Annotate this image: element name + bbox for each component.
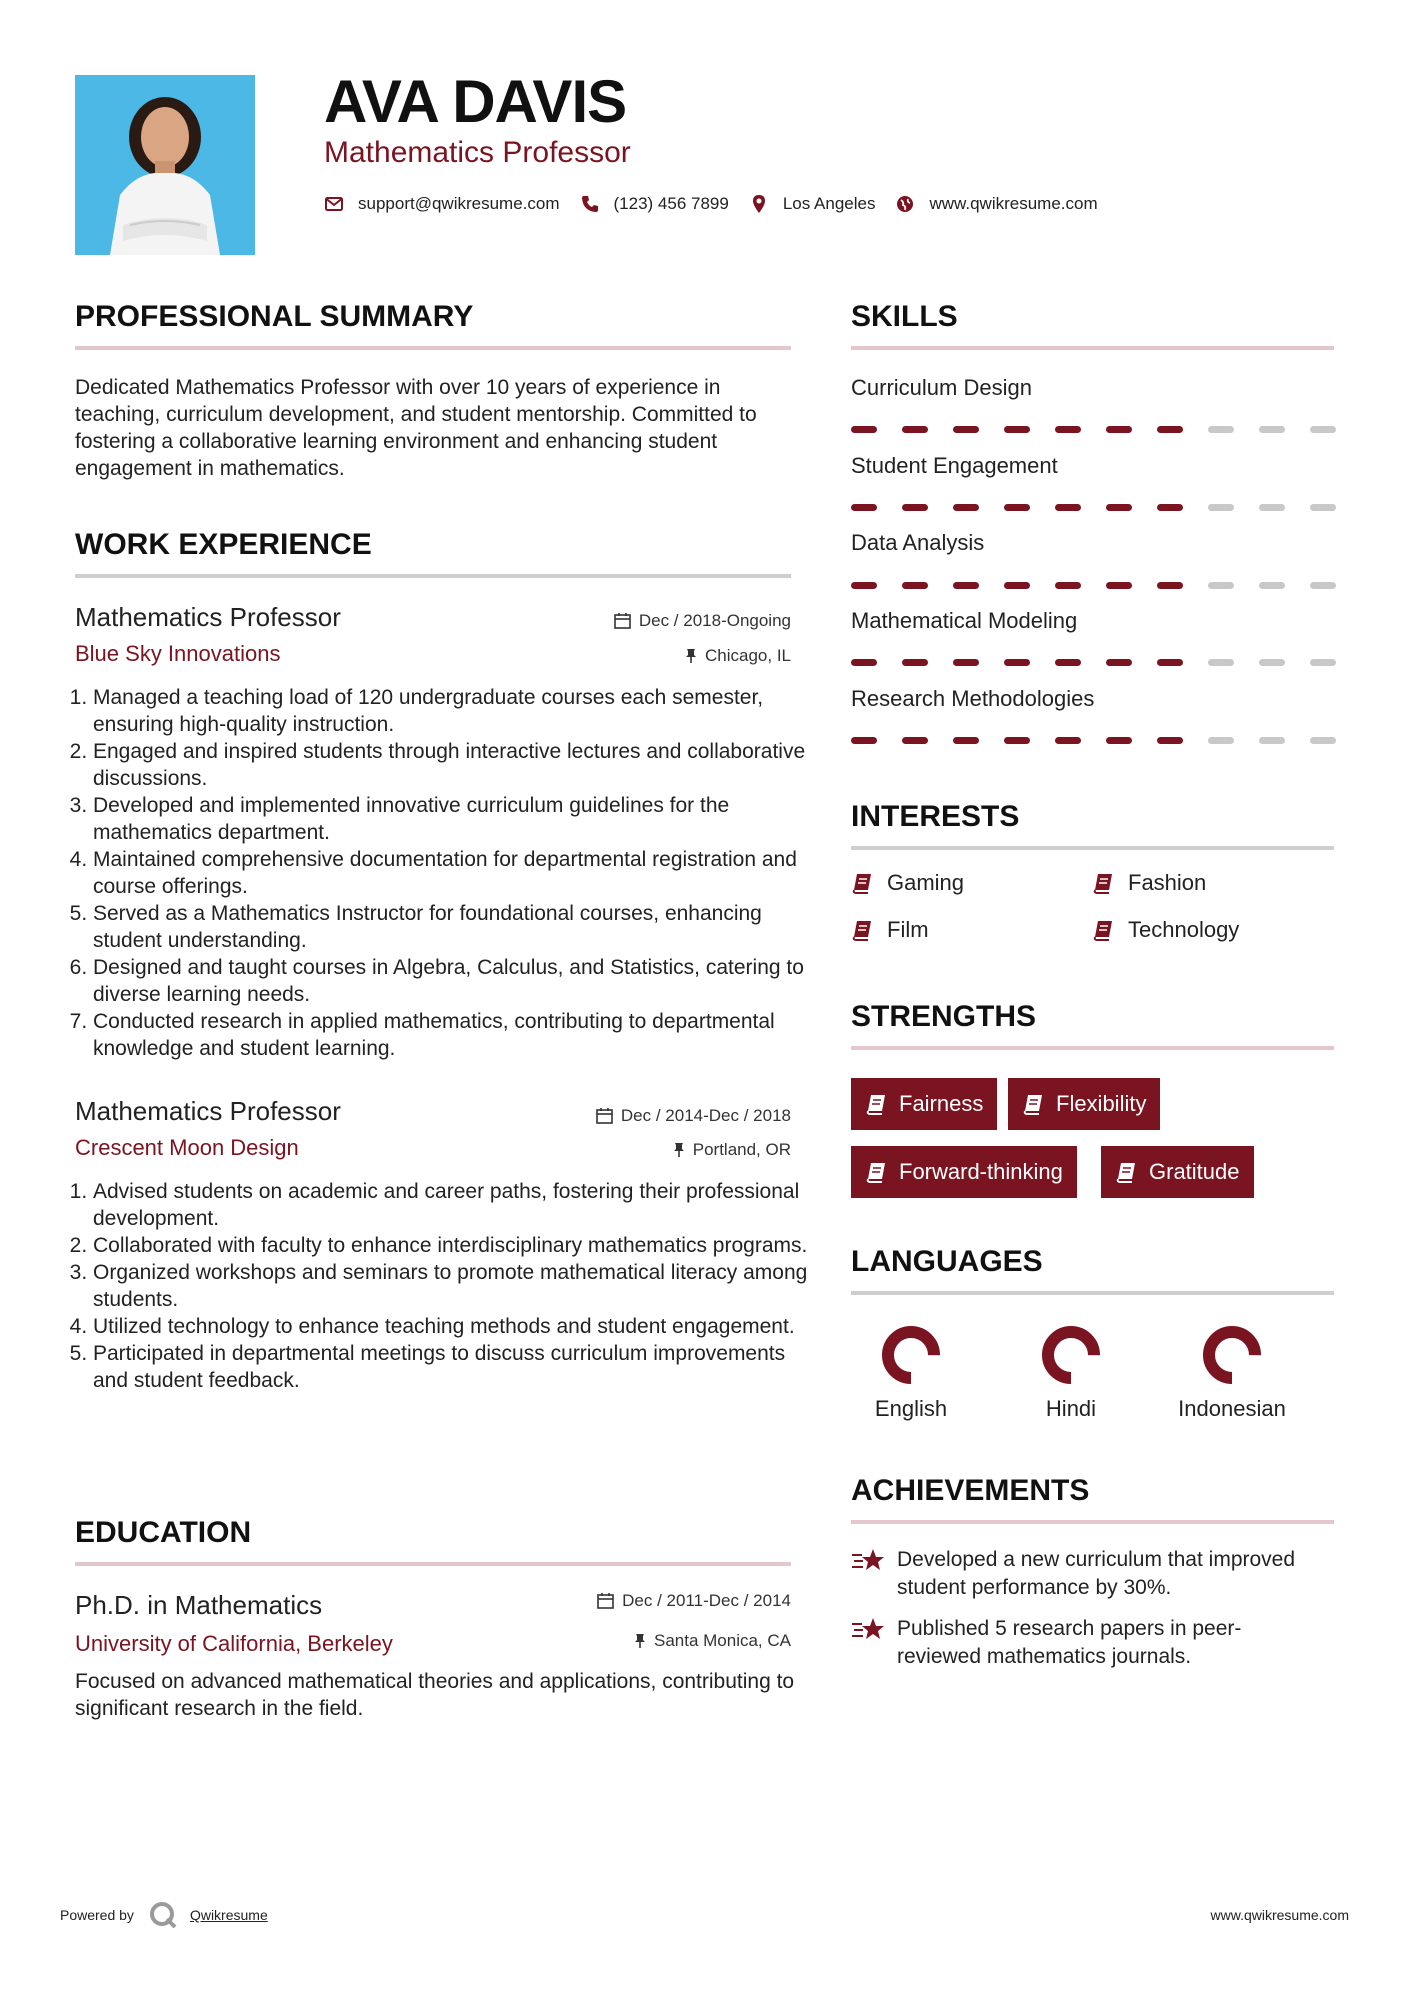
list-item: 4. Maintained comprehensive documentation for departmental registration and course offerings. [93, 846, 808, 900]
skill-segment-empty [1310, 426, 1336, 433]
strength-badge [851, 1078, 997, 1130]
pushpin-icon [673, 1142, 685, 1158]
strength-label: Forward-thinking [899, 1159, 1063, 1184]
language-label: English [874, 1396, 948, 1421]
education-description: Focused on advanced mathematical theories and applications, contributing to significant research in the field. [75, 1670, 795, 1720]
strengths-title: STRENGTHS [851, 1000, 1037, 1033]
skill-segment-filled [851, 659, 877, 666]
interest-label: Gaming [887, 870, 965, 895]
skill-segment-filled [1004, 426, 1030, 433]
skill-segment-filled [1004, 737, 1030, 744]
job-1-location-text: Chicago, IL [705, 646, 791, 665]
language-item [1162, 1320, 1302, 1422]
achievement-text: Developed a new curriculum that improved student performance by 30%. [897, 1548, 1296, 1599]
interest-label: Fashion [1128, 870, 1207, 895]
calendar-icon [596, 1107, 613, 1124]
interest-item [851, 917, 929, 943]
book-icon [851, 919, 873, 941]
skill-segment-filled [1055, 737, 1081, 744]
contact-email[interactable] [324, 194, 560, 214]
list-item: 2. Engaged and inspired students through interactive lectures and collaborative discussions. [93, 738, 808, 792]
skill-name: Research Methodologies [851, 686, 1095, 711]
education-title: EDUCATION [75, 1516, 252, 1549]
candidate-name: AVA DAVIS [324, 68, 627, 135]
skill-segment-filled [1106, 659, 1132, 666]
strength-label: Fairness [899, 1091, 984, 1116]
contact-website[interactable] [895, 194, 1097, 214]
list-item: 2. Collaborated with faculty to enhance interdisciplinary mathematics programs. [93, 1232, 808, 1259]
skills-title: SKILLS [851, 300, 958, 333]
skill-segment-empty [1208, 582, 1234, 589]
skill-segment-empty [1208, 426, 1234, 433]
interests-title: INTERESTS [851, 800, 1020, 833]
footer-url[interactable]: www.qwikresume.com [1210, 1907, 1349, 1923]
profile-photo [75, 75, 255, 255]
book-icon [865, 1161, 887, 1183]
skill-segment-empty [1259, 659, 1285, 666]
strength-badge [851, 1146, 1077, 1198]
list-item: 5. Participated in departmental meetings to discuss curriculum improvements and student feedback. [93, 1340, 808, 1394]
language-label: Indonesian [1178, 1396, 1286, 1421]
strength-label: Gratitude [1149, 1159, 1240, 1184]
shooting-star-icon [851, 1615, 885, 1645]
contact-location-text: Los Angeles [782, 194, 876, 213]
powered-by-label: Powered by [60, 1907, 134, 1923]
skills-divider [851, 346, 1334, 350]
list-item: 3. Organized workshops and seminars to promote mathematical literacy among students. [93, 1259, 808, 1313]
skill-segment-filled [902, 504, 928, 511]
education-dates [480, 1592, 791, 1609]
interest-label: Technology [1128, 917, 1240, 942]
skill-segment-empty [1259, 737, 1285, 744]
qwikresume-logo-icon [148, 1900, 178, 1930]
strength-badge [1008, 1078, 1160, 1130]
contact-phone[interactable] [580, 194, 729, 214]
summary-divider [75, 346, 791, 350]
education-location [480, 1632, 791, 1649]
skill-segment-filled [902, 426, 928, 433]
skill-level-bar [851, 582, 1336, 589]
skill-segment-filled [851, 582, 877, 589]
skill-segment-filled [1157, 737, 1183, 744]
experience-title: WORK EXPERIENCE [75, 528, 372, 561]
skill-segment-empty [1310, 504, 1336, 511]
summary-title: PROFESSIONAL SUMMARY [75, 300, 474, 333]
skill-level-bar [851, 426, 1336, 433]
strength-label: Flexibility [1056, 1091, 1147, 1116]
skill-segment-filled [953, 659, 979, 666]
skill-segment-filled [953, 426, 979, 433]
skill-segment-filled [1004, 582, 1030, 589]
candidate-role: Mathematics Professor [324, 136, 631, 169]
location-pin-icon [749, 194, 769, 214]
language-proficiency-ring [1036, 1320, 1106, 1390]
skill-segment-filled [1106, 426, 1132, 433]
skill-segment-filled [1157, 504, 1183, 511]
contact-email-text: support@qwikresume.com [358, 194, 560, 213]
skill-segment-empty [1208, 504, 1234, 511]
education-school: University of California, Berkeley [75, 1631, 393, 1656]
skill-segment-filled [1106, 582, 1132, 589]
skill-segment-filled [851, 737, 877, 744]
skill-level-bar [851, 504, 1336, 511]
skill-segment-filled [902, 659, 928, 666]
skill-name: Curriculum Design [851, 375, 1032, 400]
skill-level-bar [851, 737, 1336, 744]
pushpin-icon [634, 1633, 646, 1649]
skill-segment-filled [1055, 426, 1081, 433]
strengths-divider [851, 1046, 1334, 1050]
skill-segment-filled [1055, 582, 1081, 589]
job-2-location [480, 1141, 791, 1158]
job-2-company: Crescent Moon Design [75, 1135, 299, 1160]
skill-segment-filled [1004, 659, 1030, 666]
education-location-text: Santa Monica, CA [653, 1631, 791, 1650]
interests-divider [851, 846, 1334, 850]
contact-location [749, 194, 876, 214]
skill-segment-filled [902, 737, 928, 744]
list-item: 1. Advised students on academic and career paths, fostering their professional development. [93, 1178, 808, 1232]
job-2-dates-text: Dec / 2014-Dec / 2018 [620, 1106, 791, 1125]
experience-divider [75, 574, 791, 578]
skill-segment-empty [1208, 659, 1234, 666]
book-icon [1092, 872, 1114, 894]
job-2-location-text: Portland, OR [692, 1140, 791, 1159]
footer-powered-by [60, 1900, 268, 1930]
envelope-icon [324, 194, 344, 214]
skill-level-bar [851, 659, 1336, 666]
list-item: 7. Conducted research in applied mathematics, contributing to departmental knowledge and student learning. [93, 1008, 808, 1062]
achievements-title: ACHIEVEMENTS [851, 1474, 1090, 1507]
summary-text: Dedicated Mathematics Professor with over 10 years of experience in teaching, curriculum development, and student mentorship. Committed to fostering a collaborative learning environment and enhancing student engagement in mathematics. [75, 376, 757, 480]
education-divider [75, 1562, 791, 1566]
job-1-location [480, 647, 791, 664]
skill-segment-empty [1310, 737, 1336, 744]
contact-phone-text: (123) 456 7899 [613, 194, 729, 213]
calendar-icon [597, 1592, 614, 1609]
languages-divider [851, 1291, 1334, 1295]
language-item [1001, 1320, 1141, 1422]
education-dates-text: Dec / 2011-Dec / 2014 [622, 1591, 791, 1610]
skill-segment-filled [1106, 504, 1132, 511]
skill-segment-filled [851, 504, 877, 511]
skill-segment-filled [953, 582, 979, 589]
skill-segment-filled [902, 582, 928, 589]
skill-segment-filled [1157, 582, 1183, 589]
job-2-dates [480, 1107, 791, 1124]
qwikresume-link[interactable]: Qwikresume [189, 1907, 268, 1923]
list-item: 3. Developed and implemented innovative curriculum guidelines for the mathematics department. [93, 792, 808, 846]
skill-segment-filled [1055, 504, 1081, 511]
skill-name: Mathematical Modeling [851, 608, 1078, 633]
skill-name: Student Engagement [851, 453, 1058, 478]
skill-name: Data Analysis [851, 530, 985, 555]
interest-label: Film [887, 917, 929, 942]
book-icon [1115, 1161, 1137, 1183]
skill-segment-filled [953, 504, 979, 511]
list-item: 5. Served as a Mathematics Instructor for foundational courses, enhancing student understanding. [93, 900, 808, 954]
language-proficiency-ring [1197, 1320, 1267, 1390]
skill-segment-filled [1004, 504, 1030, 511]
skill-segment-empty [1259, 426, 1285, 433]
skill-segment-filled [1157, 659, 1183, 666]
contact-website-text: www.qwikresume.com [929, 194, 1098, 213]
education-degree: Ph.D. in Mathematics [75, 1590, 323, 1620]
skill-segment-empty [1310, 659, 1336, 666]
book-icon [1092, 919, 1114, 941]
language-label: Hindi [1045, 1396, 1097, 1421]
language-proficiency-ring [876, 1320, 946, 1390]
shooting-star-icon [851, 1546, 885, 1576]
job-1-dates [480, 612, 791, 629]
skill-segment-empty [1259, 582, 1285, 589]
skill-segment-filled [1055, 659, 1081, 666]
skill-segment-filled [1106, 737, 1132, 744]
phone-icon [580, 194, 600, 214]
job-2-title: Mathematics Professor [75, 1096, 341, 1126]
book-icon [1022, 1093, 1044, 1115]
achievement-item [851, 1546, 1317, 1602]
skill-segment-filled [953, 737, 979, 744]
strength-badge [1101, 1146, 1254, 1198]
skill-segment-empty [1310, 582, 1336, 589]
achievement-item [851, 1615, 1317, 1671]
skill-segment-empty [1208, 737, 1234, 744]
job-1-dates-text: Dec / 2018-Ongoing [638, 611, 791, 630]
contact-bar [324, 194, 1118, 214]
skill-segment-filled [851, 426, 877, 433]
skill-segment-empty [1259, 504, 1285, 511]
calendar-icon [614, 612, 631, 629]
pushpin-icon [685, 648, 697, 664]
languages-title: LANGUAGES [851, 1245, 1043, 1278]
skill-segment-filled [1157, 426, 1183, 433]
achievements-divider [851, 1520, 1334, 1524]
book-icon [851, 872, 873, 894]
book-icon [865, 1093, 887, 1115]
interest-item [1092, 917, 1239, 943]
list-item: 6. Designed and taught courses in Algebra, Calculus, and Statistics, catering to diverse learning needs. [93, 954, 808, 1008]
interest-item [851, 870, 964, 896]
achievement-text: Published 5 research papers in peer-reviewed mathematics journals. [897, 1617, 1242, 1668]
interest-item [1092, 870, 1206, 896]
job-1-title: Mathematics Professor [75, 602, 341, 632]
job-1-duties [75, 684, 808, 1062]
job-2-duties [75, 1178, 808, 1394]
language-item [841, 1320, 981, 1422]
globe-icon [895, 194, 915, 214]
job-1-company: Blue Sky Innovations [75, 641, 281, 666]
list-item: 4. Utilized technology to enhance teaching methods and student engagement. [93, 1313, 808, 1340]
list-item: 1. Managed a teaching load of 120 undergraduate courses each semester, ensuring high-quality instruction. [93, 684, 808, 738]
